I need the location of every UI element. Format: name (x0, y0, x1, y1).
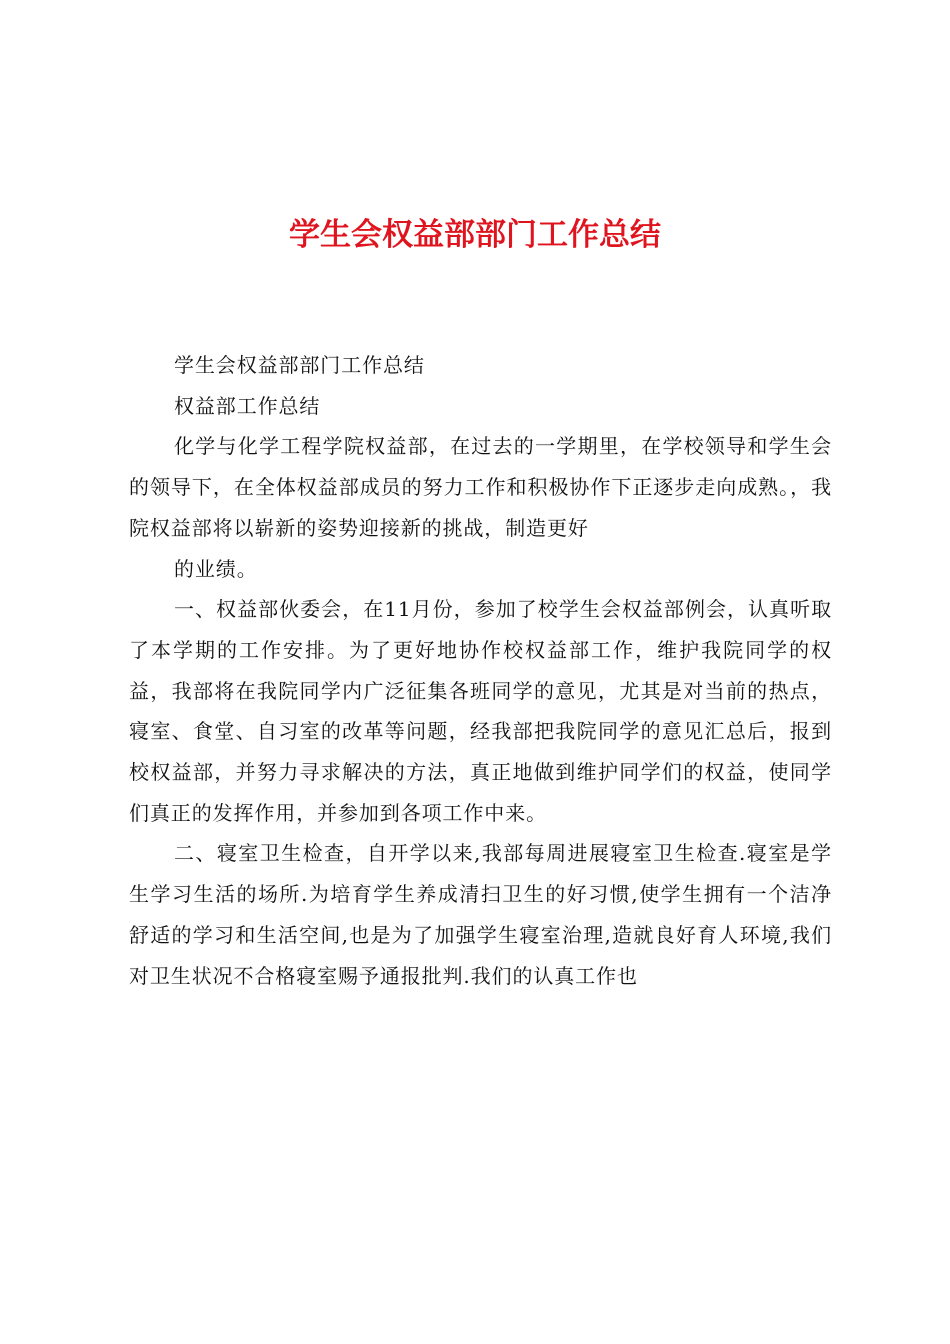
document-title: 学生会权益部部门工作总结 (289, 217, 661, 253)
document-body (129, 345, 832, 996)
paragraph-section-two: 二、寝室卫生检查，自开学以来,我部每周进展寝室卫生检查.寝室是学生学习生活的场所.为培育学生养成清扫卫生的好习惯,使学生拥有一个洁净舒适的学习和生活空间,也是为了加强学生寝室治理,造就良好育人环境,我们对卫生状况不合格寝室赐予通报批判.我们的认真工作也 (129, 841, 832, 988)
paragraph-intro: 化学与化学工程学院权益部，在过去的一学期里，在学校领导和学生会的领导下，在全体权益部成员的努力工作和积极协作下正逐步走向成熟。，我院权益部将以崭新的姿势迎接新的挑战，制造更好 (129, 434, 832, 540)
paragraph-section-one: 一、权益部伙委会，在11月份，参加了校学生会权益部例会，认真听取了本学期的工作安排。为了更好地协作校权益部工作，维护我院同学的权益，我部将在我院同学内广泛征集各班同学的意见，尤其是对当前的热点，寝室、食堂、自习室的改革等问题，经我部把我院同学的意见汇总后，报到校权益部，并努力寻求解决的方法，真正地做到维护同学们的权益，使同学们真正的发挥作用，并参加到各项工作中来。 (129, 597, 832, 825)
paragraph-intro-continued: 的业绩。 (174, 556, 258, 581)
paragraph-heading: 权益部工作总结 (174, 393, 321, 418)
paragraph-subtitle: 学生会权益部部门工作总结 (174, 353, 425, 377)
